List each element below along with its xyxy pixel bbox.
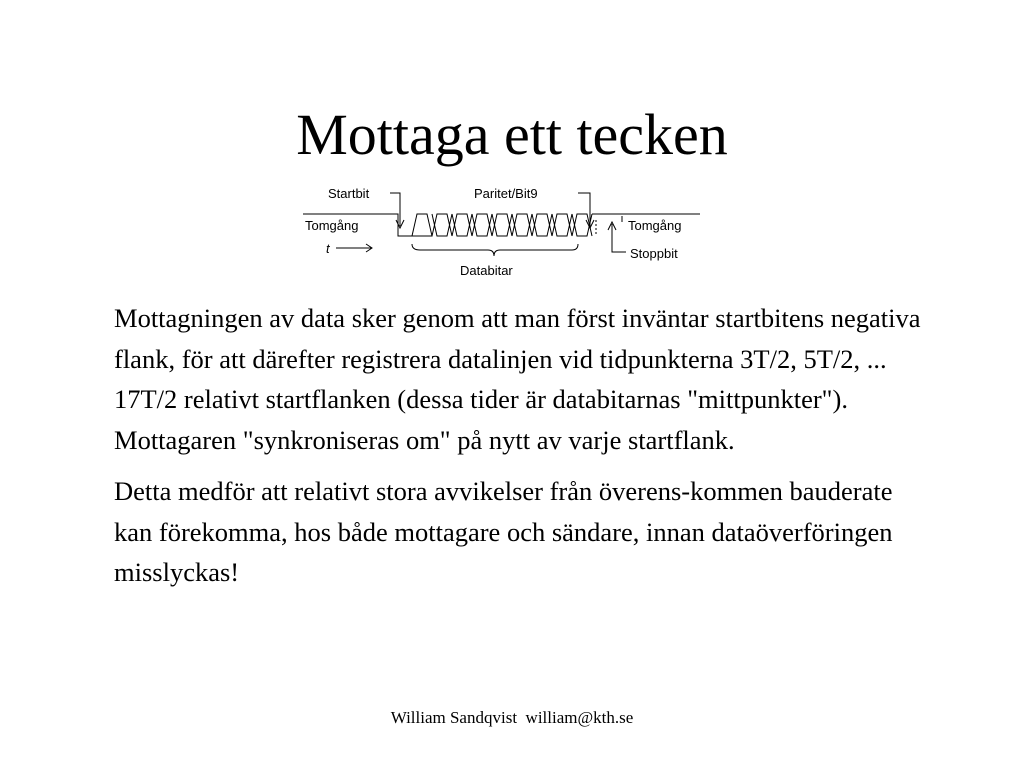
footer: William Sandqvist william@kth.se bbox=[390, 708, 634, 727]
label-databitar: Databitar bbox=[460, 263, 513, 278]
slide-body bbox=[114, 298, 934, 604]
databitar-brace bbox=[412, 244, 578, 256]
paragraph-2: Detta medför att relativt stora avvikelser från överens-kommen bauderate kan förekomma, hos både mottagare och sändare, innan dataöverföringen misslyckas! bbox=[114, 476, 893, 587]
label-tomgang-left: Tomgång bbox=[305, 218, 359, 233]
paragraph-1: Mottagningen av data sker genom att man först inväntar startbitens negativa flank, för att därefter registrera datalinjen vid tidpunkterna 3T/2, 5T/2, ... 17T/2 relativt startflanken (dessa tider är databitarnas "mittpunkter"). Mottagaren "synkroniseras om" på nytt av varje startflank. bbox=[114, 303, 921, 455]
label-paritet-bit9: Paritet/Bit9 bbox=[474, 186, 538, 201]
slide-title: Mottaga ett tecken bbox=[296, 102, 728, 167]
label-stoppbit: Stoppbit bbox=[630, 246, 678, 261]
data-bit-cells bbox=[412, 214, 592, 236]
stoppbit-leader bbox=[612, 224, 626, 252]
label-time: t bbox=[326, 241, 330, 256]
label-tomgang-right: Tomgång bbox=[628, 218, 682, 233]
timing-diagram bbox=[0, 0, 1024, 300]
label-startbit: Startbit bbox=[328, 186, 370, 201]
